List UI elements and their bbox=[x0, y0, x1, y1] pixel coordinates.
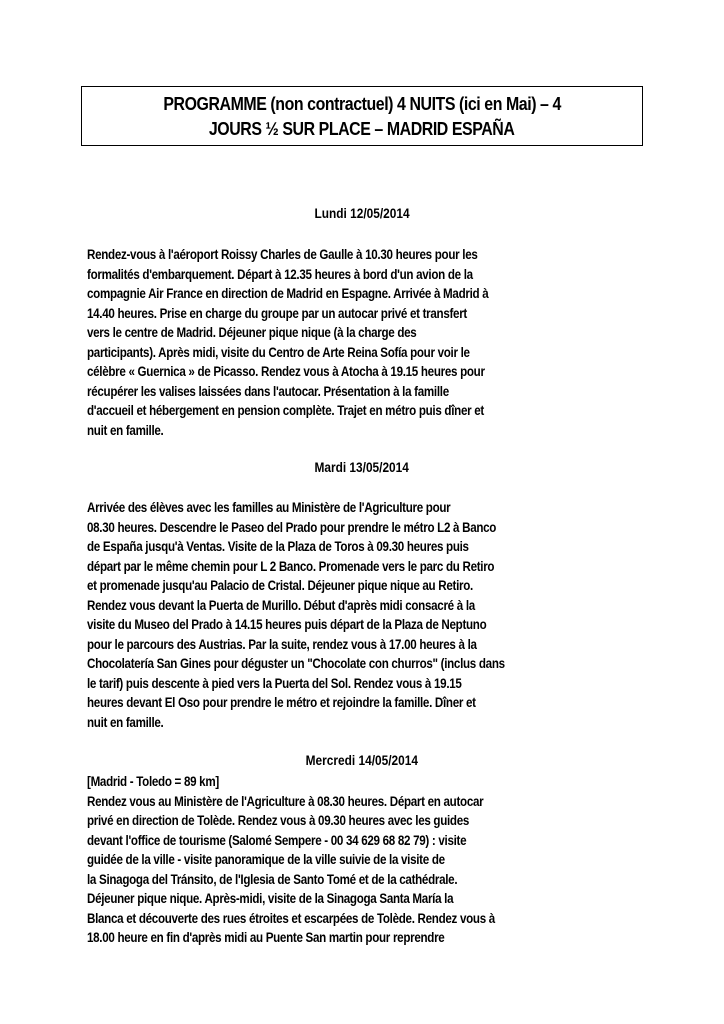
text-line: célèbre « Guernica » de Picasso. Rendez vous à Atocha à 19.15 heures pour bbox=[87, 364, 485, 379]
text-line: Rendez vous au Ministère de l'Agriculture à 08.30 heures. Départ en autocar bbox=[87, 793, 484, 809]
text-line: 14.40 heures. Prise en charge du groupe par un autocar privé et transfert bbox=[87, 305, 467, 321]
text-line: [Madrid - Toledo = 89 km] bbox=[87, 774, 219, 789]
day-date-heading: Mercredi 14/05/2014 bbox=[305, 753, 419, 768]
text-line: privé en direction de Tolède. Rendez vous à 09.30 heures avec les guides bbox=[87, 813, 470, 828]
text-line: la Sinagoga del Tránsito, de l'Iglesia de Santo Tomé et de la cathédrale. bbox=[87, 871, 458, 887]
text-line: formalités d'embarquement. Départ à 12.35 heures à bord d'un avion de la bbox=[87, 266, 473, 282]
text-line: d'accueil et hébergement en pension complète. Trajet en métro puis dîner et bbox=[87, 403, 484, 418]
text-line: nuit en famille. bbox=[87, 422, 164, 438]
program-title-line-2: JOURS ½ SUR PLACE – MADRID ESPAÑA bbox=[209, 118, 515, 139]
text-line: visite du Museo del Prado à 14.15 heures puis départ de la Plaza de Neptuno bbox=[87, 617, 487, 632]
text-line: pour le parcours des Austrias. Par la suite, rendez vous à 17.00 heures à la bbox=[87, 636, 477, 652]
text-line: Rendez-vous à l'aéroport Roissy Charles de Gaulle à 10.30 heures pour les bbox=[87, 247, 478, 262]
text-line: guidée de la ville - visite panoramique de la ville suivie de la visite de bbox=[87, 852, 445, 867]
day-description bbox=[87, 245, 637, 440]
text-line: participants). Après midi, visite du Centro de Arte Reina Sofía pour voir le bbox=[87, 344, 470, 360]
text-line: Déjeuner pique nique. Après-midi, visite de la Sinagoga Santa María la bbox=[87, 891, 454, 906]
text-line: le tarif) puis descente à pied vers la Puerta del Sol. Rendez vous à 19.15 bbox=[87, 675, 462, 691]
day-description bbox=[87, 498, 637, 732]
text-line: et promenade jusqu'au Palacio de Cristal. Déjeuner pique nique au Retiro. bbox=[87, 578, 473, 593]
text-line: vers le centre de Madrid. Déjeuner pique nique (à la charge des bbox=[87, 325, 417, 340]
text-line: 18.00 heure en fin d'après midi au Puente San martin pour reprendre bbox=[87, 930, 445, 945]
day-date-heading: Mardi 13/05/2014 bbox=[314, 460, 410, 475]
day-description bbox=[87, 772, 637, 948]
text-line: nuit en famille. bbox=[87, 714, 164, 730]
text-line: Blanca et découverte des rues étroites et escarpées de Tolède. Rendez vous à bbox=[87, 910, 495, 926]
text-line: compagnie Air France en direction de Madrid en Espagne. Arrivée à Madrid à bbox=[87, 286, 489, 301]
text-line: devant l'office de tourisme (Salomé Sempere - 00 34 629 68 82 79) : visite bbox=[87, 832, 467, 848]
text-line: Chocolatería San Gines pour déguster un "Chocolate con churros" (inclus dans bbox=[87, 656, 505, 671]
program-title-line-1: PROGRAMME (non contractuel) 4 NUITS (ici en Mai) – 4 bbox=[163, 93, 561, 114]
text-line: Rendez vous devant la Puerta de Murillo. Début d'après midi consacré à la bbox=[87, 597, 475, 613]
text-line: 08.30 heures. Descendre le Paseo del Prado pour prendre le métro L2 à Banco bbox=[87, 519, 497, 535]
program-title-box bbox=[81, 86, 643, 146]
text-line: Arrivée des élèves avec les familles au Ministère de l'Agriculture pour bbox=[87, 500, 451, 515]
day-date-heading: Lundi 12/05/2014 bbox=[314, 206, 410, 221]
text-line: départ par le même chemin pour L 2 Banco. Promenade vers le parc du Retiro bbox=[87, 558, 495, 574]
text-line: heures devant El Oso pour prendre le métro et rejoindre la famille. Dîner et bbox=[87, 695, 476, 710]
text-line: de España jusqu'à Ventas. Visite de la Plaza de Toros à 09.30 heures puis bbox=[87, 539, 469, 554]
text-line: récupérer les valises laissées dans l'autocar. Présentation à la famille bbox=[87, 383, 449, 399]
